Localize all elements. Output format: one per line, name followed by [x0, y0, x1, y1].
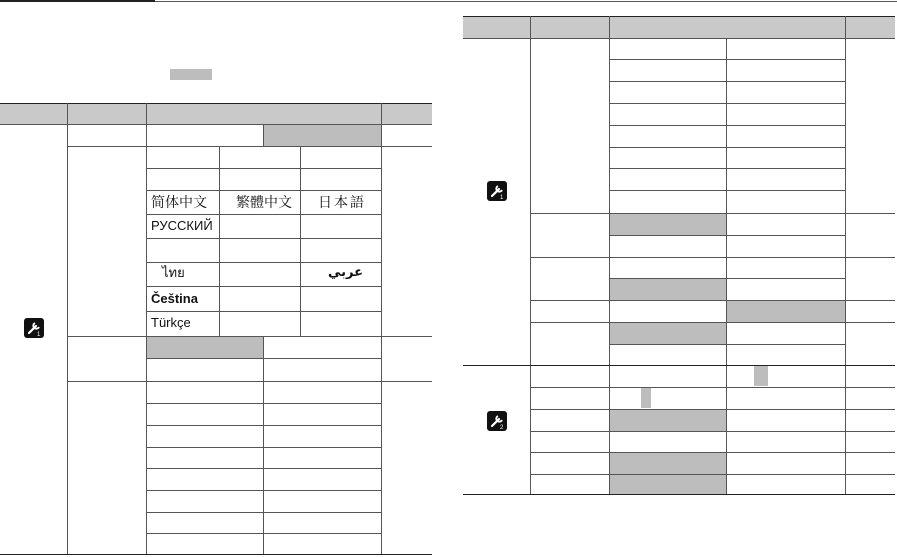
left-list-row-line — [146, 447, 381, 448]
right-table-bottom — [463, 494, 895, 495]
right-header-divider — [845, 16, 846, 38]
lang-grid-row-line — [146, 262, 381, 263]
right-header-divider — [609, 16, 610, 38]
svg-text:1: 1 — [37, 332, 41, 338]
left-list-row-line — [146, 512, 381, 513]
setup-menu-1-icon — [487, 181, 507, 201]
right-small-marker-1 — [754, 366, 768, 386]
right-header-divider — [530, 16, 531, 38]
left-row1-divider — [263, 124, 264, 146]
right-highlight-s2c — [610, 475, 726, 494]
right-highlight-s2a — [610, 410, 726, 431]
right-header-top-border — [463, 16, 895, 17]
lang-turkish: Türkçe — [151, 315, 191, 330]
setup-menu-1-icon — [24, 318, 44, 338]
inline-gray-marker — [170, 69, 212, 80]
lang-traditional-chinese: 繁體中文 — [236, 194, 292, 210]
right-block2-bottom — [530, 257, 895, 258]
right-col-divider-3 — [845, 38, 846, 494]
lang-grid-row-line — [146, 214, 381, 215]
left-two-row-bottom — [67, 381, 432, 382]
right-section-divider — [463, 365, 895, 366]
right-block2-mid — [609, 235, 845, 236]
right-highlight-b3 — [610, 279, 726, 300]
lang-grid-row-line — [146, 238, 381, 239]
right-highlight-s2b — [610, 453, 726, 474]
right-table-header — [463, 16, 895, 38]
left-table-bottom — [0, 554, 432, 555]
lang-grid-row-line — [146, 311, 381, 312]
right-block1-row-line — [609, 103, 845, 104]
left-list-row-line — [146, 403, 381, 404]
lang-grid-row-line — [146, 168, 381, 169]
right-block1-row-line — [609, 59, 845, 60]
right-section2-row-line — [530, 387, 895, 388]
right-highlight-b2 — [610, 214, 726, 235]
left-header-divider — [381, 103, 382, 124]
left-col-divider-3 — [381, 124, 382, 554]
lang-japanese: 日本語 — [318, 194, 366, 210]
top-rule-left — [0, 0, 155, 2]
left-two-row-divider — [263, 336, 264, 382]
left-header-divider — [67, 103, 68, 124]
left-row1-bottom — [67, 146, 432, 147]
svg-text:2: 2 — [500, 425, 504, 431]
right-highlight-b4 — [727, 301, 845, 322]
right-block1-row-line — [609, 168, 845, 169]
lang-grid-divider-2 — [300, 146, 301, 336]
left-list-row-line — [146, 468, 381, 469]
left-list-row-line — [146, 425, 381, 426]
right-small-marker-2 — [641, 388, 651, 408]
left-header-top-border — [0, 103, 432, 104]
svg-text:1: 1 — [500, 195, 504, 201]
lang-russian: РУССКИЙ — [151, 218, 213, 233]
lang-grid-row-line — [146, 286, 381, 287]
top-rule-right — [155, 1, 897, 2]
right-block1-row-line — [609, 125, 845, 126]
right-block1-row-line — [609, 190, 845, 191]
right-block3-mid — [609, 278, 845, 279]
left-highlight-row1 — [263, 125, 381, 146]
right-col-divider-mid — [726, 38, 727, 494]
right-col-divider-1 — [530, 38, 531, 494]
right-block5-mid — [609, 344, 845, 345]
left-highlight-row-a — [147, 337, 263, 358]
lang-arabic: عربي — [328, 265, 364, 280]
lang-grid-divider-1 — [219, 146, 220, 336]
setup-menu-2-icon — [487, 411, 507, 431]
left-two-row-mid — [146, 358, 381, 359]
left-col-divider-1 — [67, 124, 68, 554]
left-list-row-line — [146, 533, 381, 534]
left-table-header — [0, 103, 432, 124]
left-list-row-line — [146, 490, 381, 491]
left-header-divider — [146, 103, 147, 124]
lang-thai: ไทย — [162, 266, 185, 281]
right-block1-row-line — [609, 81, 845, 82]
lang-simplified-chinese: 简体中文 — [151, 194, 207, 210]
right-block1-row-line — [609, 147, 845, 148]
right-highlight-b5 — [610, 323, 726, 344]
lang-grid-row-line — [146, 190, 381, 191]
right-section2-row-line — [530, 431, 895, 432]
right-header-bottom-border — [463, 38, 895, 39]
lang-czech: Čeština — [151, 291, 198, 306]
